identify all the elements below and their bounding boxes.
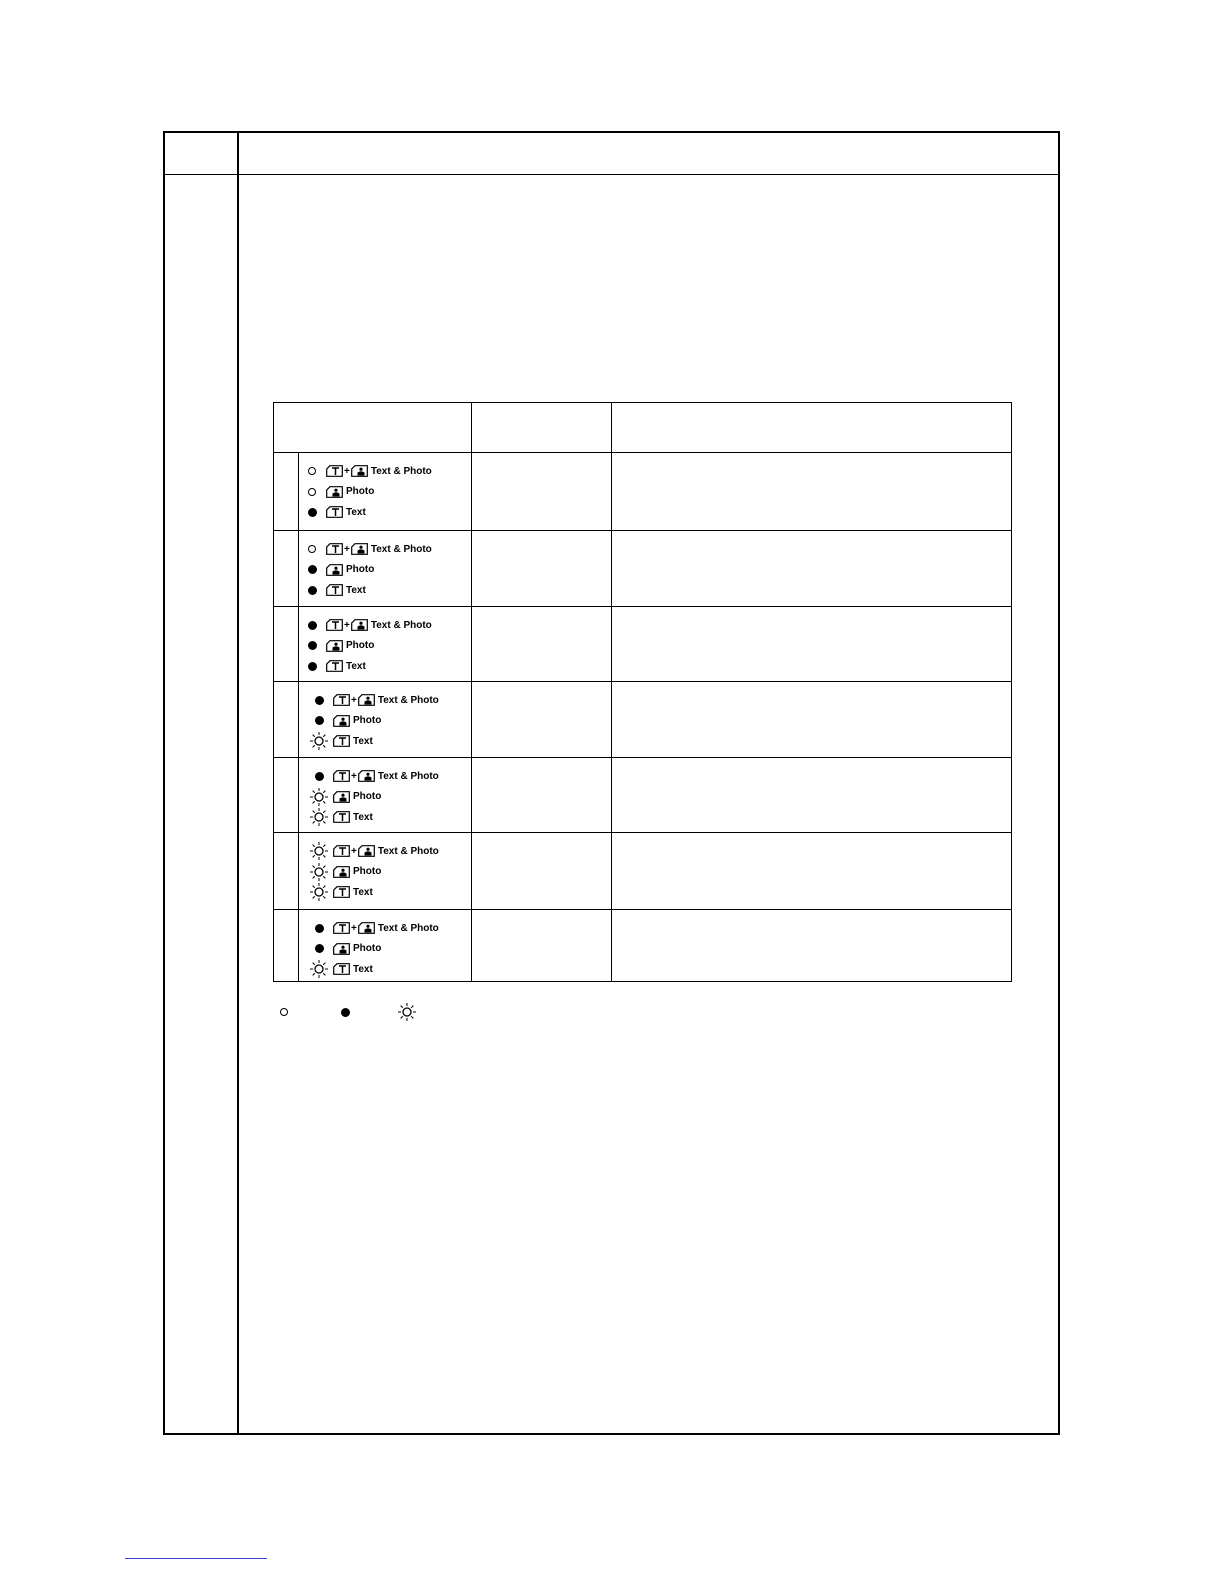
photo-original-icon <box>333 791 350 803</box>
text-original-icon <box>326 465 343 477</box>
open-circle-icon <box>302 482 322 502</box>
indicator-label: Photo <box>353 715 382 726</box>
photo-original-icon <box>326 640 343 652</box>
indicator-text-photo <box>309 918 439 938</box>
indicator-label: Photo <box>346 640 375 651</box>
plus-sign: + <box>351 770 357 782</box>
indicator-photo <box>309 711 381 731</box>
row-number-divider <box>298 453 299 530</box>
text-original-icon <box>333 963 350 975</box>
text-original-icon <box>333 886 350 898</box>
blinking-sun-icon <box>397 1002 417 1022</box>
blinking-sun-icon <box>309 882 329 902</box>
indicator-photo <box>302 560 374 580</box>
indicator-label: Text & Photo <box>370 465 432 477</box>
plus-sign: + <box>344 465 350 477</box>
indicator-label: Photo <box>353 791 382 802</box>
indicator-photo <box>309 787 381 807</box>
plus-sign: + <box>344 619 350 631</box>
indicator-label: Photo <box>346 486 375 497</box>
indicator-label: Text & Photo <box>370 619 432 631</box>
text-original-icon <box>333 845 350 857</box>
text-original-icon <box>326 660 343 672</box>
footer-link-underline <box>125 1558 267 1559</box>
indicator-label: Text & Photo <box>377 694 439 706</box>
indicator-photo <box>309 862 381 882</box>
indicator-text <box>302 502 366 522</box>
indicator-label: Text <box>353 811 373 823</box>
indicator-label: Text <box>346 584 366 596</box>
indicator-photo <box>309 939 381 959</box>
filled-circle-icon <box>309 690 329 710</box>
text-original-icon <box>333 770 350 782</box>
photo-original-icon <box>326 564 343 576</box>
mode-table-row <box>274 910 1011 981</box>
left-column-divider <box>237 133 239 1433</box>
indicator-label: Text & Photo <box>377 922 439 934</box>
text-original-icon <box>326 619 343 631</box>
text-original-icon <box>326 584 343 596</box>
row-number-divider <box>298 833 299 909</box>
blinking-sun-icon <box>309 841 329 861</box>
legend-off <box>275 1003 293 1021</box>
plus-sign: + <box>351 845 357 857</box>
open-circle-icon <box>302 461 322 481</box>
photo-original-icon <box>351 619 368 631</box>
plus-sign: + <box>351 922 357 934</box>
indicator-label: Text <box>346 506 366 518</box>
mode-table-row <box>274 682 1011 758</box>
open-circle-icon <box>302 539 322 559</box>
mode-table-row <box>274 607 1011 682</box>
mode-table-row <box>274 833 1011 910</box>
indicator-photo <box>302 636 374 656</box>
indicator-text-photo <box>309 766 439 786</box>
photo-original-icon <box>326 486 343 498</box>
photo-original-icon <box>351 543 368 555</box>
indicator-label: Photo <box>353 866 382 877</box>
indicator-label: Text <box>353 735 373 747</box>
filled-circle-icon <box>309 711 329 731</box>
blinking-sun-icon <box>309 731 329 751</box>
filled-circle-icon <box>302 636 322 656</box>
filled-circle-icon <box>336 1002 354 1022</box>
mode-indicator-table <box>273 402 1012 982</box>
indicator-label: Text <box>353 963 373 975</box>
indicator-label: Photo <box>353 943 382 954</box>
indicator-label: Text <box>346 660 366 672</box>
indicator-text-photo <box>309 841 439 861</box>
filled-circle-icon <box>302 580 322 600</box>
row-number-divider <box>298 682 299 757</box>
indicator-text <box>309 807 373 827</box>
mode-table-row <box>274 453 1011 531</box>
indicator-label: Photo <box>346 564 375 575</box>
blinking-sun-icon <box>309 807 329 827</box>
photo-original-icon <box>358 694 375 706</box>
indicator-label: Text & Photo <box>377 845 439 857</box>
indicator-text <box>302 580 366 600</box>
row-number-divider <box>298 758 299 832</box>
row-number-divider <box>298 531 299 606</box>
text-original-icon <box>333 811 350 823</box>
header-row-divider <box>165 174 1058 175</box>
text-original-icon <box>333 922 350 934</box>
plus-sign: + <box>344 543 350 555</box>
blinking-sun-icon <box>309 959 329 979</box>
filled-circle-icon <box>302 615 322 635</box>
photo-original-icon <box>333 866 350 878</box>
indicator-photo <box>302 482 374 502</box>
indicator-text <box>309 731 373 751</box>
text-original-icon <box>333 694 350 706</box>
indicator-label: Text <box>353 886 373 898</box>
text-original-icon <box>326 543 343 555</box>
photo-original-icon <box>358 845 375 857</box>
filled-circle-icon <box>302 502 322 522</box>
filled-circle-icon <box>302 656 322 676</box>
text-original-icon <box>326 506 343 518</box>
indicator-text-photo <box>302 461 432 481</box>
indicator-legend <box>278 1003 438 1021</box>
photo-original-icon <box>358 770 375 782</box>
photo-original-icon <box>333 715 350 727</box>
filled-circle-icon <box>309 918 329 938</box>
indicator-label: Text & Photo <box>377 770 439 782</box>
filled-circle-icon <box>309 766 329 786</box>
indicator-text <box>309 959 373 979</box>
mode-table-row <box>274 758 1011 833</box>
filled-circle-icon <box>302 560 322 580</box>
indicator-text-photo <box>302 539 432 559</box>
photo-original-icon <box>358 922 375 934</box>
row-number-divider <box>298 910 299 981</box>
legend-blinking <box>398 1003 416 1021</box>
indicator-label: Text & Photo <box>370 543 432 555</box>
blinking-sun-icon <box>309 862 329 882</box>
plus-sign: + <box>351 694 357 706</box>
photo-original-icon <box>351 465 368 477</box>
mode-table-row <box>274 531 1011 607</box>
mode-table-header <box>274 403 1011 453</box>
row-number-divider <box>298 607 299 681</box>
legend-on <box>336 1003 354 1021</box>
text-original-icon <box>333 735 350 747</box>
indicator-text <box>302 656 366 676</box>
photo-original-icon <box>333 943 350 955</box>
indicator-text-photo <box>302 615 432 635</box>
open-circle-icon <box>275 1002 293 1022</box>
indicator-text <box>309 882 373 902</box>
indicator-text-photo <box>309 690 439 710</box>
blinking-sun-icon <box>309 787 329 807</box>
filled-circle-icon <box>309 939 329 959</box>
